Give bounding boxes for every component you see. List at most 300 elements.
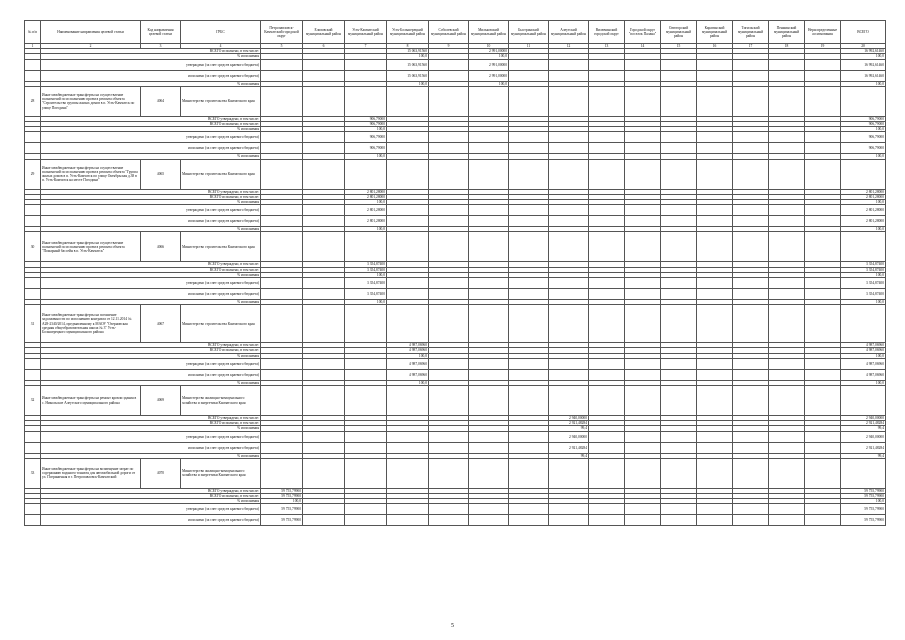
empty-cell	[469, 232, 509, 262]
empty-cell	[769, 216, 805, 227]
empty-cell	[549, 216, 589, 227]
empty-cell	[661, 386, 697, 416]
empty-cell	[345, 70, 387, 81]
empty-cell	[805, 305, 841, 343]
column-number-cell: 14	[625, 44, 661, 49]
empty-cell	[345, 305, 387, 343]
row-label: ВСЕГО утверждено, в том числе:	[41, 189, 261, 194]
value-cell: 99,4	[549, 453, 589, 458]
value-cell: 100,0	[387, 54, 429, 59]
empty-cell	[841, 232, 886, 262]
header-row	[25, 21, 886, 44]
empty-cell	[769, 232, 805, 262]
row-label: утверждено (за счет средств краевого бюджета)	[41, 278, 261, 289]
empty-cell	[625, 59, 661, 70]
empty-cell	[769, 159, 805, 189]
table-row	[25, 431, 886, 442]
table-row	[25, 143, 886, 154]
column-number-cell: 15	[661, 44, 697, 49]
empty-cell	[303, 205, 345, 216]
empty-cell	[509, 232, 549, 262]
table-row	[25, 358, 886, 369]
empty-cell	[345, 442, 387, 453]
empty-cell	[549, 458, 589, 488]
row-label: исполнено (за счет средств краевого бюджета)	[41, 143, 261, 154]
row-label: ВСЕГО утверждено, в том числе:	[41, 116, 261, 121]
empty-cell	[509, 159, 549, 189]
value-cell: 2 801,28000	[841, 194, 886, 199]
empty-cell	[549, 358, 589, 369]
table-row	[25, 59, 886, 70]
empty-cell	[509, 143, 549, 154]
value-cell: 2 940,00000	[549, 416, 589, 421]
section-grbs-cell: Министерство строительства Камчатского края	[181, 232, 261, 262]
value-cell: 2 801,28000	[345, 194, 387, 199]
empty-cell	[303, 358, 345, 369]
row-label: ВСЕГО исполнено, в том числе:	[41, 421, 261, 426]
empty-cell	[469, 515, 509, 526]
table-row	[25, 278, 886, 289]
empty-cell	[661, 358, 697, 369]
empty-cell	[769, 205, 805, 216]
empty-cell	[697, 442, 733, 453]
value-cell: 2 921,48284	[549, 421, 589, 426]
value-cell: 3 354,87400	[345, 278, 387, 289]
row-label: % исполнения	[41, 154, 261, 159]
row-label: ВСЕГО утверждено, в том числе:	[41, 488, 261, 493]
empty-cell	[345, 159, 387, 189]
value-cell: 100,0	[345, 272, 387, 277]
empty-cell	[469, 369, 509, 380]
value-cell: 4 987,06960	[387, 343, 429, 348]
empty-cell	[733, 369, 769, 380]
value-cell: 99,4	[841, 426, 886, 431]
value-cell: 906,79000	[841, 122, 886, 127]
column-number-cell: 7	[345, 44, 387, 49]
empty-cell	[805, 59, 841, 70]
empty-cell	[769, 458, 805, 488]
value-cell: 3 354,87400	[345, 289, 387, 300]
empty-cell	[387, 289, 429, 300]
section-row	[25, 305, 886, 343]
header-cell: Петропавловск-Камчатский городской округ	[261, 21, 303, 44]
empty-cell	[303, 216, 345, 227]
empty-cell	[509, 305, 549, 343]
empty-cell	[469, 431, 509, 442]
empty-cell	[805, 159, 841, 189]
section-name-cell: Иные межбюджетные трансферты на возмещение затрат по содержанию водяного тоннеля для автомобильной дороги от ул. Пограничная в г. Петропавловск-Камчатский	[41, 458, 141, 488]
row-label: ВСЕГО исполнено, в том числе:	[41, 49, 261, 54]
header-cell: Усть-Большерецкий муниципальный район	[387, 21, 429, 44]
empty-cell	[625, 143, 661, 154]
empty-cell	[805, 458, 841, 488]
row-label: утверждено (за счет средств краевого бюджета)	[41, 205, 261, 216]
empty-cell	[509, 504, 549, 515]
empty-cell	[429, 515, 469, 526]
header-cell: ВСЕГО	[841, 21, 886, 44]
empty-cell	[805, 132, 841, 143]
value-cell: 3 354,87400	[841, 262, 886, 267]
section-name-cell: Иные межбюджетные трансферты на погашение задолженности по исполнению контракта от 12.11.2014 № А28-2340/2014, предъявленному к МАОУ "Озерновская средняя общеобразовательная школа № 3" Усть-Большерецкого муниципального района	[41, 305, 141, 343]
empty-cell	[509, 515, 549, 526]
column-number-cell: 3	[141, 44, 181, 49]
empty-cell	[429, 159, 469, 189]
value-cell: 906,79000	[841, 116, 886, 121]
empty-cell	[589, 205, 625, 216]
empty-cell	[625, 159, 661, 189]
value-cell: 100,0	[841, 272, 886, 277]
empty-cell	[805, 504, 841, 515]
empty-cell	[625, 232, 661, 262]
empty-cell	[769, 86, 805, 116]
header-cell: ГРБС	[181, 21, 261, 44]
value-cell: 3 354,87400	[841, 267, 886, 272]
value-cell: 906,79000	[345, 143, 387, 154]
empty-cell	[769, 369, 805, 380]
empty-cell	[345, 232, 387, 262]
empty-cell	[429, 232, 469, 262]
empty-cell	[303, 232, 345, 262]
empty-cell	[387, 205, 429, 216]
value-cell: 100,0	[841, 499, 886, 504]
empty-cell	[805, 369, 841, 380]
row-label: исполнено (за счет средств краевого бюджета)	[41, 70, 261, 81]
empty-cell	[387, 159, 429, 189]
value-cell: 59 755,79900	[261, 494, 303, 499]
empty-cell	[805, 278, 841, 289]
value-cell: 59 755,79900	[261, 515, 303, 526]
value-cell: 100,0	[345, 127, 387, 132]
empty-cell	[661, 442, 697, 453]
value-cell: 16 992,61460	[841, 59, 886, 70]
empty-cell	[303, 369, 345, 380]
empty-cell	[261, 431, 303, 442]
column-number-cell: 13	[589, 44, 625, 49]
value-cell: 3 354,87400	[345, 262, 387, 267]
empty-cell	[661, 278, 697, 289]
empty-cell	[429, 278, 469, 289]
empty-cell	[697, 458, 733, 488]
row-label: % исполнения	[41, 81, 261, 86]
value-cell: 59 755,79900	[841, 515, 886, 526]
empty-cell	[345, 358, 387, 369]
value-cell: 100,0	[841, 54, 886, 59]
empty-cell	[769, 305, 805, 343]
empty-cell	[25, 369, 41, 380]
column-number-cell: 6	[303, 44, 345, 49]
table-row	[25, 289, 886, 300]
empty-cell	[429, 205, 469, 216]
empty-cell	[429, 431, 469, 442]
empty-cell	[261, 305, 303, 343]
empty-cell	[661, 504, 697, 515]
value-cell: 100,0	[841, 300, 886, 305]
empty-cell	[589, 289, 625, 300]
empty-cell	[303, 59, 345, 70]
empty-cell	[733, 458, 769, 488]
value-cell: 16 992,61460	[841, 49, 886, 54]
empty-cell	[589, 431, 625, 442]
value-cell: 4 987,06960	[387, 369, 429, 380]
empty-cell	[469, 205, 509, 216]
empty-cell	[387, 515, 429, 526]
empty-cell	[469, 504, 509, 515]
empty-cell	[261, 369, 303, 380]
value-cell: 100,0	[261, 499, 303, 504]
empty-cell	[509, 358, 549, 369]
value-cell: 100,0	[387, 81, 429, 86]
empty-cell	[303, 515, 345, 526]
empty-cell	[733, 232, 769, 262]
value-cell: 59 755,79900	[841, 504, 886, 515]
empty-cell	[625, 216, 661, 227]
value-cell: 100,0	[841, 200, 886, 205]
empty-cell	[261, 59, 303, 70]
empty-cell	[697, 431, 733, 442]
empty-cell	[261, 386, 303, 416]
column-number-cell: 5	[261, 44, 303, 49]
empty-cell	[261, 278, 303, 289]
empty-cell	[661, 232, 697, 262]
value-cell: 4 987,06960	[841, 369, 886, 380]
empty-cell	[429, 305, 469, 343]
value-cell: 2 991,00000	[469, 59, 509, 70]
empty-cell	[661, 216, 697, 227]
empty-cell	[25, 515, 41, 526]
empty-cell	[25, 358, 41, 369]
empty-cell	[733, 515, 769, 526]
value-cell: 100,0	[345, 300, 387, 305]
empty-cell	[429, 86, 469, 116]
empty-cell	[733, 289, 769, 300]
header-cell: Усть-Камчатский муниципальный район	[345, 21, 387, 44]
empty-cell	[733, 86, 769, 116]
empty-cell	[733, 305, 769, 343]
empty-cell	[805, 216, 841, 227]
empty-cell	[589, 458, 625, 488]
empty-cell	[805, 431, 841, 442]
section-n-cell: 28	[25, 86, 41, 116]
empty-cell	[697, 232, 733, 262]
section-row	[25, 386, 886, 416]
value-cell: 2 801,28000	[841, 216, 886, 227]
empty-cell	[303, 278, 345, 289]
empty-cell	[469, 159, 509, 189]
header-cell: Нераспределенные ассигнования	[805, 21, 841, 44]
row-label: % исполнения	[41, 426, 261, 431]
empty-cell	[841, 86, 886, 116]
section-row	[25, 232, 886, 262]
empty-cell	[841, 305, 886, 343]
empty-cell	[261, 458, 303, 488]
empty-cell	[589, 504, 625, 515]
header-cell: Быстринский муниципальный район	[509, 21, 549, 44]
section-grbs-cell: Министерство жилищно-коммунального хозяйства и энергетики Камчатского края	[181, 386, 261, 416]
empty-cell	[387, 442, 429, 453]
empty-cell	[625, 431, 661, 442]
empty-cell	[769, 143, 805, 154]
value-cell: 2 801,28000	[345, 189, 387, 194]
empty-cell	[697, 143, 733, 154]
empty-cell	[733, 132, 769, 143]
row-label: % исполнения	[41, 499, 261, 504]
empty-cell	[387, 86, 429, 116]
value-cell: 100,0	[841, 380, 886, 385]
empty-cell	[469, 458, 509, 488]
empty-cell	[509, 458, 549, 488]
empty-cell	[303, 458, 345, 488]
row-label: % исполнения	[41, 300, 261, 305]
value-cell: 2 991,00000	[469, 49, 509, 54]
empty-cell	[697, 205, 733, 216]
empty-cell	[625, 369, 661, 380]
value-cell: 99,4	[841, 453, 886, 458]
empty-cell	[549, 70, 589, 81]
empty-cell	[387, 504, 429, 515]
empty-cell	[429, 458, 469, 488]
empty-cell	[261, 205, 303, 216]
table-row	[25, 216, 886, 227]
value-cell: 906,79000	[841, 132, 886, 143]
empty-cell	[589, 143, 625, 154]
value-cell: 15 063,91560	[387, 70, 429, 81]
header-cell: № п/п	[25, 21, 41, 44]
column-number-cell: 16	[697, 44, 733, 49]
empty-cell	[25, 278, 41, 289]
value-cell: 906,79000	[345, 122, 387, 127]
empty-cell	[509, 431, 549, 442]
empty-cell	[469, 358, 509, 369]
value-cell: 100,0	[841, 353, 886, 358]
section-grbs-cell: Министерство строительства Камчатского края	[181, 86, 261, 116]
empty-cell	[697, 386, 733, 416]
section-grbs-cell: Министерство строительства Камчатского края	[181, 159, 261, 189]
column-number-cell: 11	[509, 44, 549, 49]
empty-cell	[549, 305, 589, 343]
empty-cell	[549, 205, 589, 216]
empty-cell	[697, 504, 733, 515]
value-cell: 2 921,48284	[841, 442, 886, 453]
empty-cell	[589, 216, 625, 227]
empty-cell	[733, 278, 769, 289]
section-n-cell: 31	[25, 305, 41, 343]
empty-cell	[25, 143, 41, 154]
value-cell: 59 755,79900	[261, 488, 303, 493]
row-label: % исполнения	[41, 453, 261, 458]
empty-cell	[661, 515, 697, 526]
empty-cell	[661, 305, 697, 343]
empty-cell	[469, 305, 509, 343]
section-n-cell: 33	[25, 458, 41, 488]
header-cell: Мильковский муниципальный район	[469, 21, 509, 44]
table-row	[25, 504, 886, 515]
empty-cell	[469, 132, 509, 143]
empty-cell	[387, 216, 429, 227]
empty-cell	[805, 358, 841, 369]
empty-cell	[345, 458, 387, 488]
empty-cell	[25, 504, 41, 515]
empty-cell	[589, 442, 625, 453]
table-row	[25, 442, 886, 453]
empty-cell	[697, 305, 733, 343]
empty-cell	[589, 86, 625, 116]
empty-cell	[625, 278, 661, 289]
empty-cell	[769, 515, 805, 526]
column-number-cell: 10	[469, 44, 509, 49]
empty-cell	[625, 289, 661, 300]
header-cell: Олюторский муниципальный район	[661, 21, 697, 44]
empty-cell	[589, 159, 625, 189]
empty-cell	[345, 386, 387, 416]
empty-cell	[805, 232, 841, 262]
row-label: ВСЕГО утверждено, в том числе:	[41, 343, 261, 348]
empty-cell	[345, 515, 387, 526]
empty-cell	[303, 386, 345, 416]
row-label: исполнено (за счет средств краевого бюджета)	[41, 216, 261, 227]
empty-cell	[733, 358, 769, 369]
empty-cell	[469, 86, 509, 116]
empty-cell	[429, 504, 469, 515]
column-number-cell: 4	[181, 44, 261, 49]
empty-cell	[697, 369, 733, 380]
empty-cell	[303, 70, 345, 81]
empty-cell	[261, 358, 303, 369]
empty-cell	[387, 132, 429, 143]
empty-cell	[549, 504, 589, 515]
empty-cell	[697, 358, 733, 369]
section-code-cell: 4066	[141, 232, 181, 262]
empty-cell	[549, 515, 589, 526]
empty-cell	[625, 358, 661, 369]
empty-cell	[841, 458, 886, 488]
header-cell: Тигильский муниципальный район	[733, 21, 769, 44]
column-number-cell: 9	[429, 44, 469, 49]
empty-cell	[261, 159, 303, 189]
value-cell: 4 987,06960	[841, 358, 886, 369]
empty-cell	[549, 386, 589, 416]
empty-cell	[303, 431, 345, 442]
value-cell: 4 987,06960	[387, 358, 429, 369]
empty-cell	[345, 59, 387, 70]
empty-cell	[805, 386, 841, 416]
section-code-cell: 4067	[141, 305, 181, 343]
empty-cell	[261, 442, 303, 453]
empty-cell	[509, 59, 549, 70]
empty-cell	[429, 358, 469, 369]
row-label: утверждено (за счет средств краевого бюджета)	[41, 358, 261, 369]
row-label: ВСЕГО исполнено, в том числе:	[41, 348, 261, 353]
empty-cell	[805, 70, 841, 81]
row-label: ВСЕГО исполнено, в том числе:	[41, 194, 261, 199]
empty-cell	[769, 289, 805, 300]
empty-cell	[661, 143, 697, 154]
empty-cell	[769, 386, 805, 416]
empty-cell	[25, 216, 41, 227]
row-label: ВСЕГО исполнено, в том числе:	[41, 122, 261, 127]
value-cell: 59 755,79900	[841, 494, 886, 499]
empty-cell	[625, 504, 661, 515]
empty-cell	[769, 59, 805, 70]
empty-cell	[769, 504, 805, 515]
empty-cell	[589, 59, 625, 70]
empty-cell	[509, 369, 549, 380]
empty-cell	[589, 386, 625, 416]
empty-cell	[733, 159, 769, 189]
empty-cell	[661, 205, 697, 216]
value-cell: 2 801,28000	[841, 205, 886, 216]
empty-cell	[549, 86, 589, 116]
section-n-cell: 30	[25, 232, 41, 262]
